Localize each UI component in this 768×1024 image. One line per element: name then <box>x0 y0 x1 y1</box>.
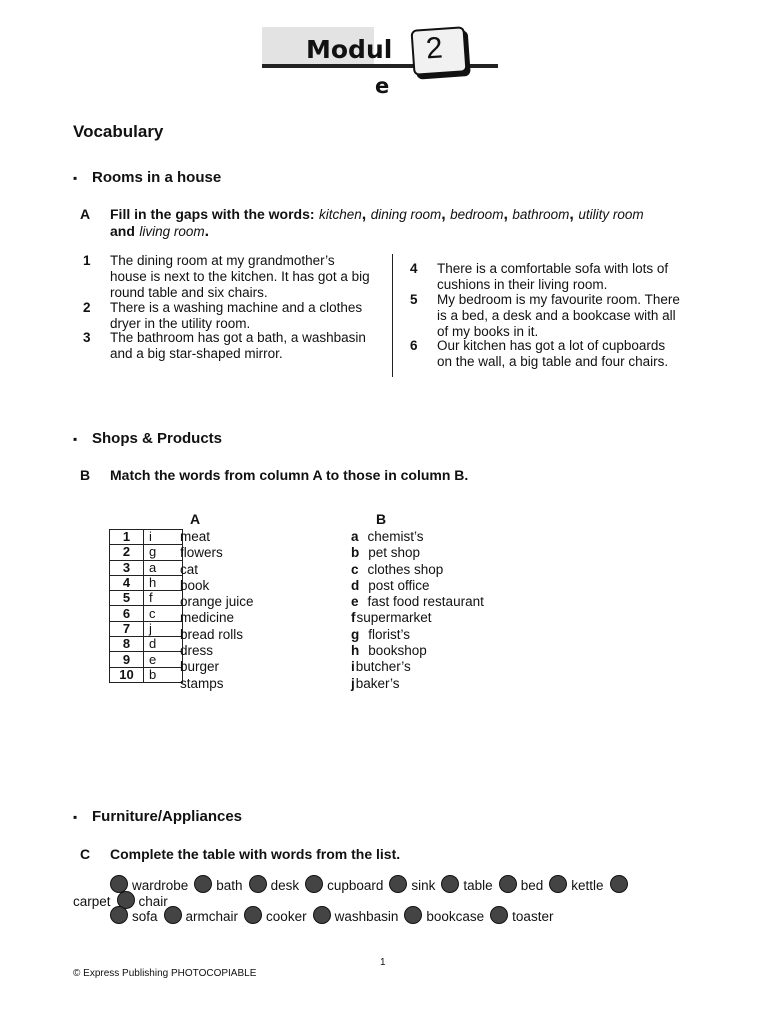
column-divider <box>392 254 393 377</box>
module-title: Modul <box>306 35 393 64</box>
item-line: round table and six chairs. <box>110 285 268 300</box>
answer-cell: a <box>144 560 183 575</box>
exercise-letter-a: A <box>80 206 91 222</box>
column-a-item: cat <box>180 561 199 577</box>
table-row <box>110 530 183 545</box>
item-number: 3 <box>83 330 91 345</box>
answer-cell: h <box>144 575 183 590</box>
column-b-letter: g <box>351 626 360 642</box>
column-a-item: orange juice <box>180 594 254 610</box>
and-text: and <box>110 223 135 239</box>
column-b-item <box>351 545 484 561</box>
word-list-item: desk <box>270 878 300 893</box>
row-number: 7 <box>110 621 144 636</box>
page-number: 1 <box>380 957 386 968</box>
bullet-dot-icon <box>249 875 267 893</box>
item-number: 2 <box>83 300 91 315</box>
row-number: 8 <box>110 637 144 652</box>
word-kitchen: kitchen <box>319 207 362 222</box>
item-text <box>437 338 717 370</box>
word-list-item: bed <box>520 878 544 893</box>
word-list-item: bath <box>216 878 243 893</box>
table-row <box>110 606 183 621</box>
word-list-item: wardrobe <box>132 878 189 893</box>
column-b-text: butcher’s <box>355 659 411 675</box>
bullet-dot-icon <box>499 875 517 893</box>
bullet-dot-icon <box>110 906 128 924</box>
column-b-item <box>351 578 484 594</box>
item-text <box>437 292 717 340</box>
table-row <box>110 591 183 606</box>
bullet-dot-icon <box>441 875 459 893</box>
row-number: 1 <box>110 530 144 545</box>
row-number: 6 <box>110 606 144 621</box>
item-line: The bathroom has got a bath, a washbasin <box>110 330 366 345</box>
item-line: My bedroom is my favourite room. There <box>437 292 680 307</box>
column-a-header: A <box>190 511 201 527</box>
item-number: 6 <box>410 338 418 353</box>
column-b-letter: i <box>351 659 355 675</box>
column-b-text: chemist’s <box>367 529 424 544</box>
page-heading: Vocabulary <box>73 122 164 141</box>
word-list-item: armchair <box>185 909 239 924</box>
match-answer-table <box>109 529 183 683</box>
column-b-letter: d <box>351 577 360 593</box>
item-text <box>110 253 390 301</box>
column-b-text: post office <box>368 577 430 593</box>
column-b-text: fast food restaurant <box>367 594 484 610</box>
bullet-icon: ▪ <box>73 171 78 185</box>
item-number: 1 <box>83 253 91 268</box>
row-number: 5 <box>110 591 144 606</box>
column-a-item: dress <box>180 643 214 659</box>
bullet-dot-icon <box>389 875 407 893</box>
exercise-letter-b: B <box>80 467 91 483</box>
column-a-item: stamps <box>180 675 224 691</box>
bullet-dot-icon <box>490 906 508 924</box>
word-list-item: cupboard <box>327 878 384 893</box>
column-b-text: bookshop <box>368 643 427 659</box>
word-list-item: carpet <box>73 894 111 909</box>
item-line: and a big star-shaped mirror. <box>110 346 283 361</box>
answer-cell: b <box>144 667 183 682</box>
table-row <box>110 575 183 590</box>
item-line: Our kitchen has got a lot of cupboards <box>437 338 666 353</box>
column-a-item: bread rolls <box>180 626 244 642</box>
word-list-item: table <box>463 878 493 893</box>
column-a-item: flowers <box>180 545 223 561</box>
column-b-text: pet shop <box>368 545 421 561</box>
column-b-item <box>351 643 484 659</box>
instruction-text: Fill in the gaps with the words: <box>110 206 315 222</box>
column-b-item <box>351 594 484 610</box>
column-b-letter: e <box>351 594 359 610</box>
column-b-item <box>351 627 484 643</box>
item-line: There is a comfortable sofa with lots of <box>437 261 669 276</box>
column-b-letter: c <box>351 561 359 577</box>
word-living-room: living room <box>139 224 205 239</box>
column-a-item: burger <box>180 659 220 675</box>
table-row <box>110 545 183 560</box>
column-b-letter: j <box>351 675 355 691</box>
column-a-item: medicine <box>180 610 235 626</box>
column-a-item: meat <box>180 529 211 544</box>
bullet-dot-icon <box>164 906 182 924</box>
bullet-dot-icon <box>313 906 331 924</box>
column-b-letter: h <box>351 643 360 659</box>
column-b-item <box>351 529 484 545</box>
column-b-header: B <box>376 511 387 527</box>
word-list-item: kettle <box>571 878 604 893</box>
column-a-list <box>180 529 254 692</box>
answer-cell: g <box>144 545 183 560</box>
column-b-item <box>351 562 484 578</box>
word-dining-room: dining room <box>370 207 442 222</box>
column-b-text: supermarket <box>356 610 432 626</box>
module-number: 2 <box>424 31 444 66</box>
section-title-shops: Shops & Products <box>92 430 223 447</box>
section-title-furniture: Furniture/Appliances <box>92 808 243 825</box>
module-title-continuation: e <box>375 74 390 98</box>
item-text <box>437 261 717 293</box>
column-a-item: book <box>180 577 210 593</box>
item-line: is a bed, a desk and a bookcase with all <box>437 308 676 323</box>
column-b-item <box>351 610 484 626</box>
item-text <box>110 300 390 332</box>
item-line: on the wall, a big table and four chairs. <box>437 354 669 369</box>
word-list-item: toaster <box>512 909 554 924</box>
exercise-b-instruction: Match the words from column A to those in column B. <box>110 467 469 483</box>
bullet-icon: ▪ <box>73 810 78 824</box>
answer-cell: i <box>144 530 183 545</box>
bullet-icon: ▪ <box>73 432 78 446</box>
word-utility-room: utility room <box>578 207 644 222</box>
answer-cell: e <box>144 652 183 667</box>
word-list-item: sink <box>411 878 436 893</box>
column-b-text: clothes shop <box>367 561 444 577</box>
item-line: cushions in their living room. <box>437 277 608 292</box>
word-list-item: bookcase <box>426 909 485 924</box>
table-row <box>110 621 183 636</box>
copyright-footer: © Express Publishing PHOTOCOPIABLE <box>73 968 257 979</box>
row-number: 4 <box>110 575 144 590</box>
exercise-a-instruction: Fill in the gaps with the words: kitchen, dining room, bedroom, bathroom, utility room and living room. <box>110 206 644 240</box>
exercise-letter-c: C <box>80 846 91 862</box>
table-row <box>110 637 183 652</box>
column-b-list <box>351 529 484 692</box>
item-line: house is next to the kitchen. It has got a big <box>110 269 370 284</box>
answer-cell: d <box>144 637 183 652</box>
bullet-dot-icon <box>305 875 323 893</box>
word-list-item: cooker <box>266 909 307 924</box>
bullet-dot-icon <box>549 875 567 893</box>
row-number: 3 <box>110 560 144 575</box>
word-bedroom: bedroom <box>450 207 504 222</box>
item-line: The dining room at my grandmother’s <box>110 253 335 268</box>
table-row <box>110 560 183 575</box>
section-title-rooms: Rooms in a house <box>92 169 222 186</box>
word-bathroom: bathroom <box>512 207 570 222</box>
table-row <box>110 652 183 667</box>
item-line: There is a washing machine and a clothes <box>110 300 363 315</box>
column-b-text: florist’s <box>368 626 411 642</box>
exercise-c-instruction: Complete the table with words from the list. <box>110 846 401 862</box>
word-list-line-1 <box>110 875 632 895</box>
row-number: 2 <box>110 545 144 560</box>
item-text <box>110 330 390 362</box>
answer-cell: c <box>144 606 183 621</box>
table-row <box>110 667 183 682</box>
column-b-text: baker’s <box>355 675 400 691</box>
row-number: 9 <box>110 652 144 667</box>
bullet-dot-icon <box>194 875 212 893</box>
word-list-item: washbasin <box>334 909 399 924</box>
word-list-item: sofa <box>132 909 158 924</box>
column-b-letter: a <box>351 529 359 544</box>
column-b-letter: f <box>351 610 356 626</box>
column-b-item <box>351 676 484 692</box>
word-list-item: chair <box>138 894 168 909</box>
column-b-letter: b <box>351 545 360 561</box>
item-line: of my books in it. <box>437 324 539 339</box>
item-number: 4 <box>410 261 418 276</box>
column-b-item <box>351 659 484 675</box>
row-number: 10 <box>110 667 144 682</box>
answer-cell: j <box>144 621 183 636</box>
answer-cell: f <box>144 591 183 606</box>
item-number: 5 <box>410 292 418 307</box>
bullet-dot-icon <box>404 906 422 924</box>
word-list-line-3 <box>110 906 559 926</box>
bullet-dot-icon <box>244 906 262 924</box>
bullet-dot-icon <box>610 875 628 893</box>
item-line: dryer in the utility room. <box>110 316 251 331</box>
